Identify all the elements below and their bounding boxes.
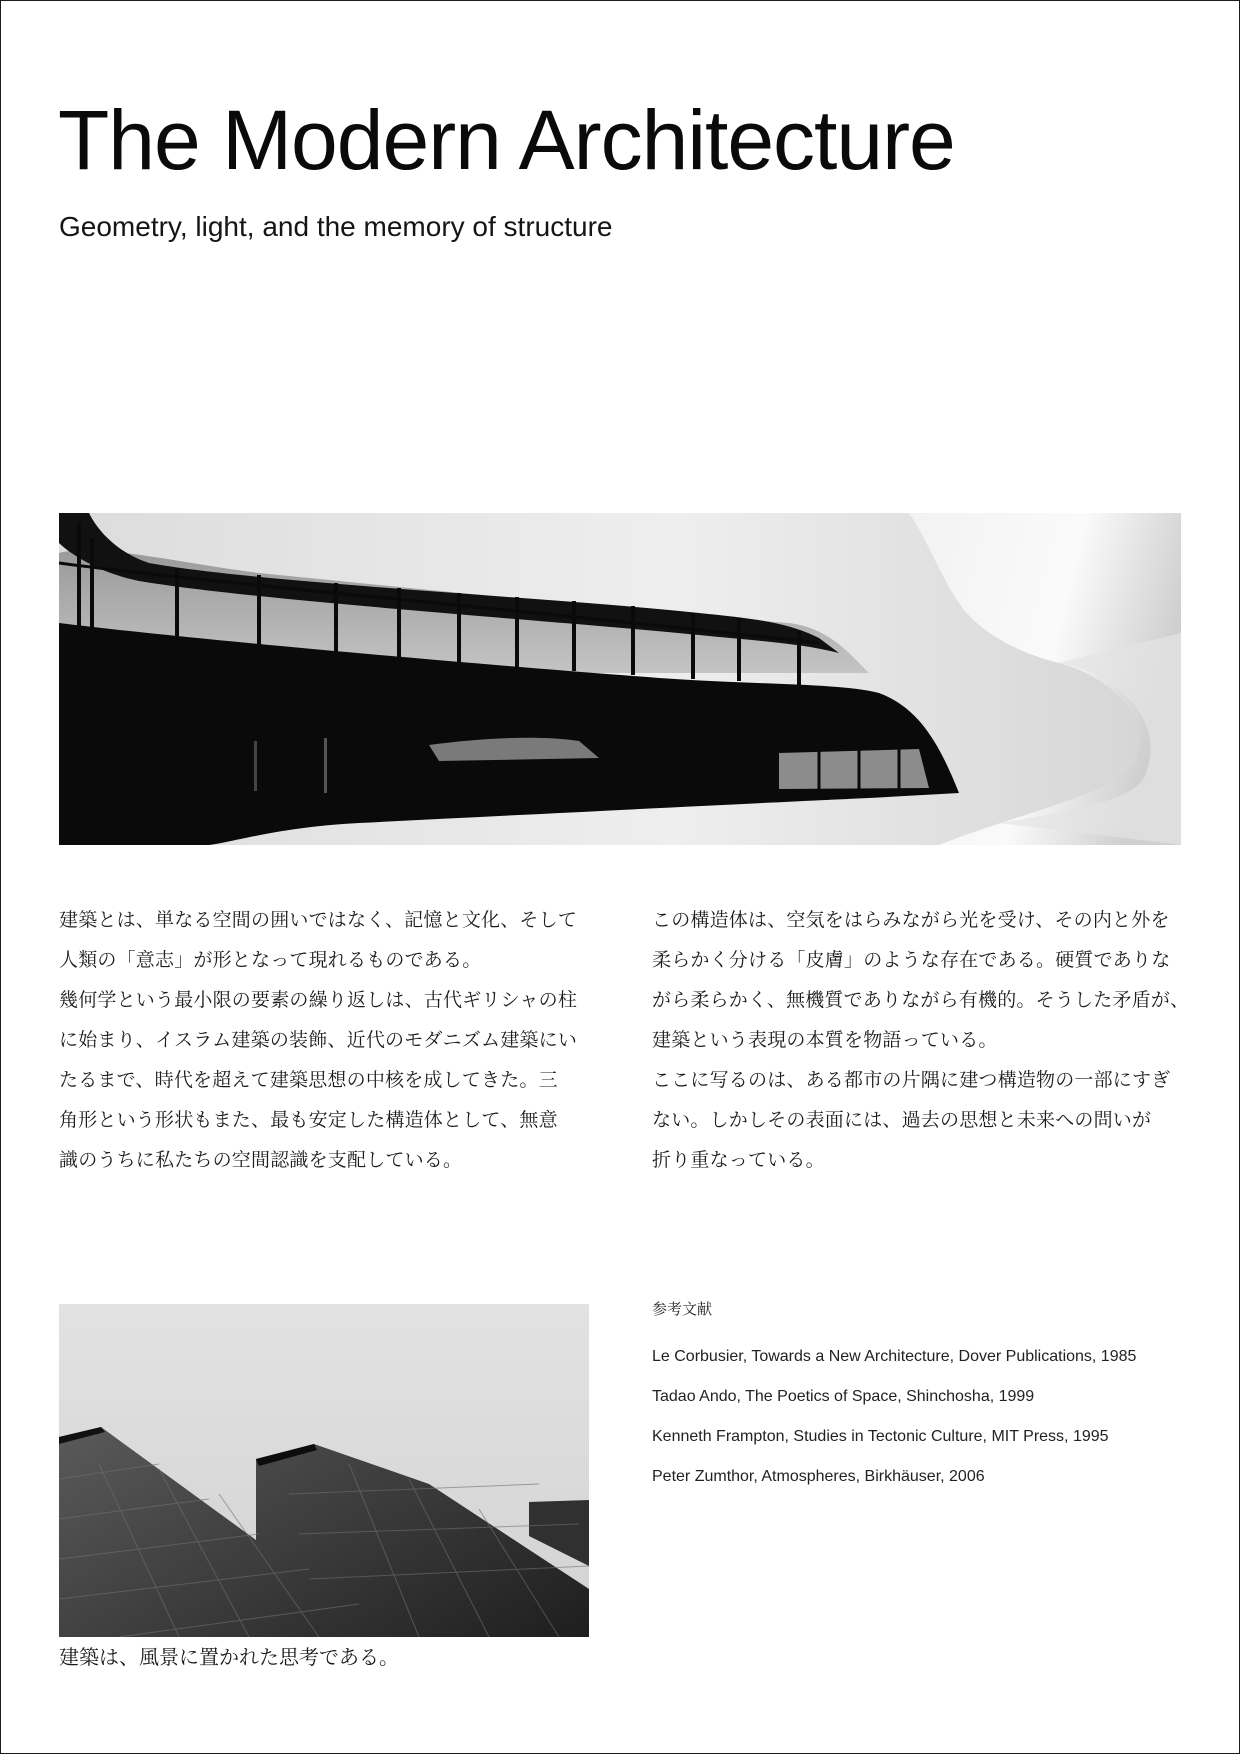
reference-item: Tadao Ando, The Poetics of Space, Shinchosha, 1999 — [652, 1388, 1035, 1405]
paragraph-line: たるまで、時代を超えて建築思想の中核を成してきた。三 — [59, 1069, 558, 1091]
paragraph-line: 幾何学という最小限の要素の繰り返しは、古代ギリシャの柱 — [59, 989, 578, 1011]
page-title: The Modern Architecture — [58, 93, 955, 187]
references-heading: 参考文献 — [652, 1300, 713, 1318]
photo-caption: 建築は、風景に置かれた思考である。 — [59, 1645, 399, 1669]
paragraph-line: ここに写るのは、ある都市の片隅に建つ構造物の一部にすぎ — [652, 1069, 1171, 1091]
paragraph-line: 人類の「意志」が形となって現れるものである。 — [59, 949, 482, 971]
references-section — [652, 1297, 1192, 1505]
reference-item: Kenneth Frampton, Studies in Tectonic Culture, MIT Press, 1995 — [652, 1428, 1109, 1445]
reference-item: Le Corbusier, Towards a New Architecture, Dover Publications, 1985 — [652, 1348, 1137, 1365]
paragraph-line: がら柔らかく、無機質でありながら有機的。そうした矛盾が、 — [652, 989, 1190, 1011]
hero-architecture-photo — [59, 513, 1181, 845]
page-subtitle: Geometry, light, and the memory of structure — [59, 211, 613, 242]
paragraph-line: に始まり、イスラム建築の装飾、近代のモダニズム建築にい — [59, 1029, 578, 1051]
paragraph-line: 識のうちに私たちの空間認識を支配している。 — [59, 1149, 463, 1171]
references-list — [652, 1345, 1192, 1489]
paragraph-line: 柔らかく分ける「皮膚」のような存在である。硬質でありな — [652, 949, 1171, 971]
paragraph-line: 折り重なっている。 — [652, 1149, 825, 1171]
paragraph-line: 角形という形状もまた、最も安定した構造体として、無意 — [59, 1109, 558, 1131]
reference-item: Peter Zumthor, Atmospheres, Birkhäuser, 2006 — [652, 1468, 985, 1485]
paragraph-line: 建築という表現の本質を物語っている。 — [652, 1029, 998, 1051]
body-text-right-column — [652, 900, 1192, 1180]
paragraph-line: この構造体は、空気をはらみながら光を受け、その内と外を — [652, 909, 1170, 931]
roof-panels-photo — [59, 1304, 589, 1637]
paragraph-line: ない。しかしその表面には、過去の思想と未来への問いが — [652, 1109, 1152, 1131]
body-text-left-column — [59, 900, 599, 1180]
paragraph-line: 建築とは、単なる空間の囲いではなく、記憶と文化、そして — [59, 909, 578, 931]
